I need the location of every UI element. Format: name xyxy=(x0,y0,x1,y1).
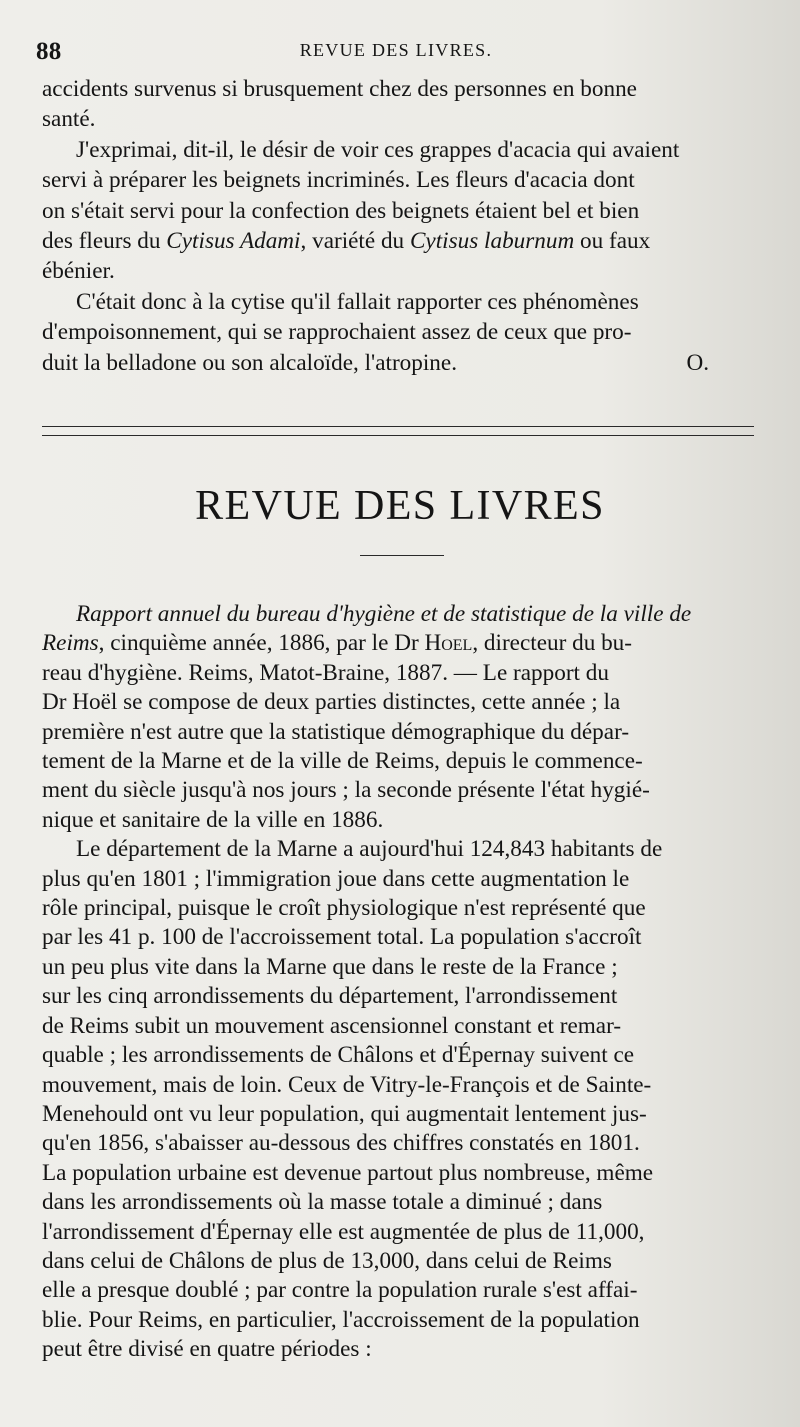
review-title-line: Rapport annuel du bureau d'hygiène et de statistique de la ville de xyxy=(76,601,692,627)
text-line: mouvement, mais de loin. Ceux de Vitry-le-François et de Sainte- xyxy=(42,1071,652,1098)
text-fragment: duit la belladone ou son alcaloïde, l'atropine. xyxy=(42,349,457,376)
text-line: par les 41 p. 100 de l'accroissement total. La population s'accroît xyxy=(42,924,642,951)
text-line: servi à préparer les beignets incriminés. Les fleurs d'acacia dont xyxy=(42,167,635,194)
text-line: C'était donc à la cytise qu'il fallait rapporter ces phénomènes xyxy=(76,288,639,315)
text-line: Dr Hoël se compose de deux parties distinctes, cette année ; la xyxy=(42,689,621,716)
text-line-with-italics xyxy=(42,226,757,256)
text-line: tement de la Marne et de la ville de Reims, depuis le commence- xyxy=(42,748,643,775)
text-line: nique et sanitaire de la ville en 1886. xyxy=(42,806,384,833)
text-line: l'arrondissement d'Épernay elle est augmentée de plus de 11,000, xyxy=(42,1218,645,1245)
text-line: peut être divisé en quatre périodes : xyxy=(42,1336,372,1363)
italic-text: Reims xyxy=(42,630,99,657)
text-line: sur les cinq arrondissements du département, l'arrondissement xyxy=(42,983,618,1010)
section-title: REVUE DES LIVRES xyxy=(195,483,605,529)
italic-text: Cytisus Adami xyxy=(166,228,301,255)
text-line: rôle principal, puisque le croît physiologique n'est représenté que xyxy=(42,895,646,922)
text-line: J'exprimai, dit-il, le désir de voir ces grappes d'acacia qui avaient xyxy=(76,136,680,163)
book-review xyxy=(42,600,757,1365)
text-line: Menehould ont vu leur population, qui augmentait lentement jus- xyxy=(42,1100,647,1127)
text-line: Le département de la Marne a aujourd'hui 124,843 habitants de xyxy=(76,836,663,863)
running-head: REVUE DES LIVRES. xyxy=(299,40,493,60)
text-line: plus qu'en 1801 ; l'immigration joue dans cette augmentation le xyxy=(42,865,630,892)
text-line: blie. Pour Reims, en particulier, l'accroissement de la population xyxy=(42,1306,640,1333)
text-fragment: , cinquième année, 1886, par le Dr xyxy=(98,630,425,657)
italic-text: Cytisus laburnum xyxy=(409,228,575,255)
text-line: on s'était servi pour la confection des beignets étaient bel et bien xyxy=(42,197,640,224)
text-line: santé. xyxy=(42,106,96,133)
author-initial: O. xyxy=(686,349,709,376)
text-line: La population urbaine est devenue partout plus nombreuse, même xyxy=(42,1159,654,1186)
text-line: de Reims subit un mouvement ascensionnel constant et remar- xyxy=(42,1012,622,1039)
review-intro-line xyxy=(42,629,757,658)
previous-article-ending xyxy=(42,74,757,378)
text-line: quable ; les arrondissements de Châlons et d'Épernay suivent ce xyxy=(42,1042,635,1069)
text-line: ment du siècle jusqu'à nos jours ; la seconde présente l'état hygié- xyxy=(42,777,650,804)
text-line: accidents survenus si brusquement chez des personnes en bonne xyxy=(42,76,637,102)
text-line: reau d'hygiène. Reims, Matot-Braine, 1887. — Le rapport du xyxy=(42,659,609,686)
text-line: d'empoisonnement, qui se rapprochaient assez de ceux que pro- xyxy=(42,319,632,346)
page-header xyxy=(36,38,756,74)
text-line xyxy=(42,348,757,378)
text-fragment: , variété du xyxy=(300,228,410,255)
text-line: un peu plus vite dans la Marne que dans le reste de la France ; xyxy=(42,953,618,980)
text-fragment: , directeur du bu- xyxy=(472,630,633,657)
section-divider-top xyxy=(42,426,754,427)
section-divider-bottom xyxy=(42,435,754,436)
text-fragment: ou faux xyxy=(574,228,651,255)
page-number: 88 xyxy=(36,38,62,65)
text-line: elle a presque doublé ; par contre la population rurale s'est affai- xyxy=(42,1277,638,1304)
text-line: ébénier. xyxy=(42,258,115,285)
text-line: qu'en 1856, s'abaisser au-dessous des chiffres constatés en 1801. xyxy=(42,1130,640,1157)
text-line: première n'est autre que la statistique démographique du dépar- xyxy=(42,718,630,745)
text-fragment: des fleurs du xyxy=(42,228,167,255)
text-line: dans les arrondissements où la masse totale a diminué ; dans xyxy=(42,1189,603,1216)
text-line: dans celui de Châlons de plus de 13,000, dans celui de Reims xyxy=(42,1247,612,1274)
author-name: Hoel xyxy=(424,630,473,657)
title-underline xyxy=(360,555,444,556)
